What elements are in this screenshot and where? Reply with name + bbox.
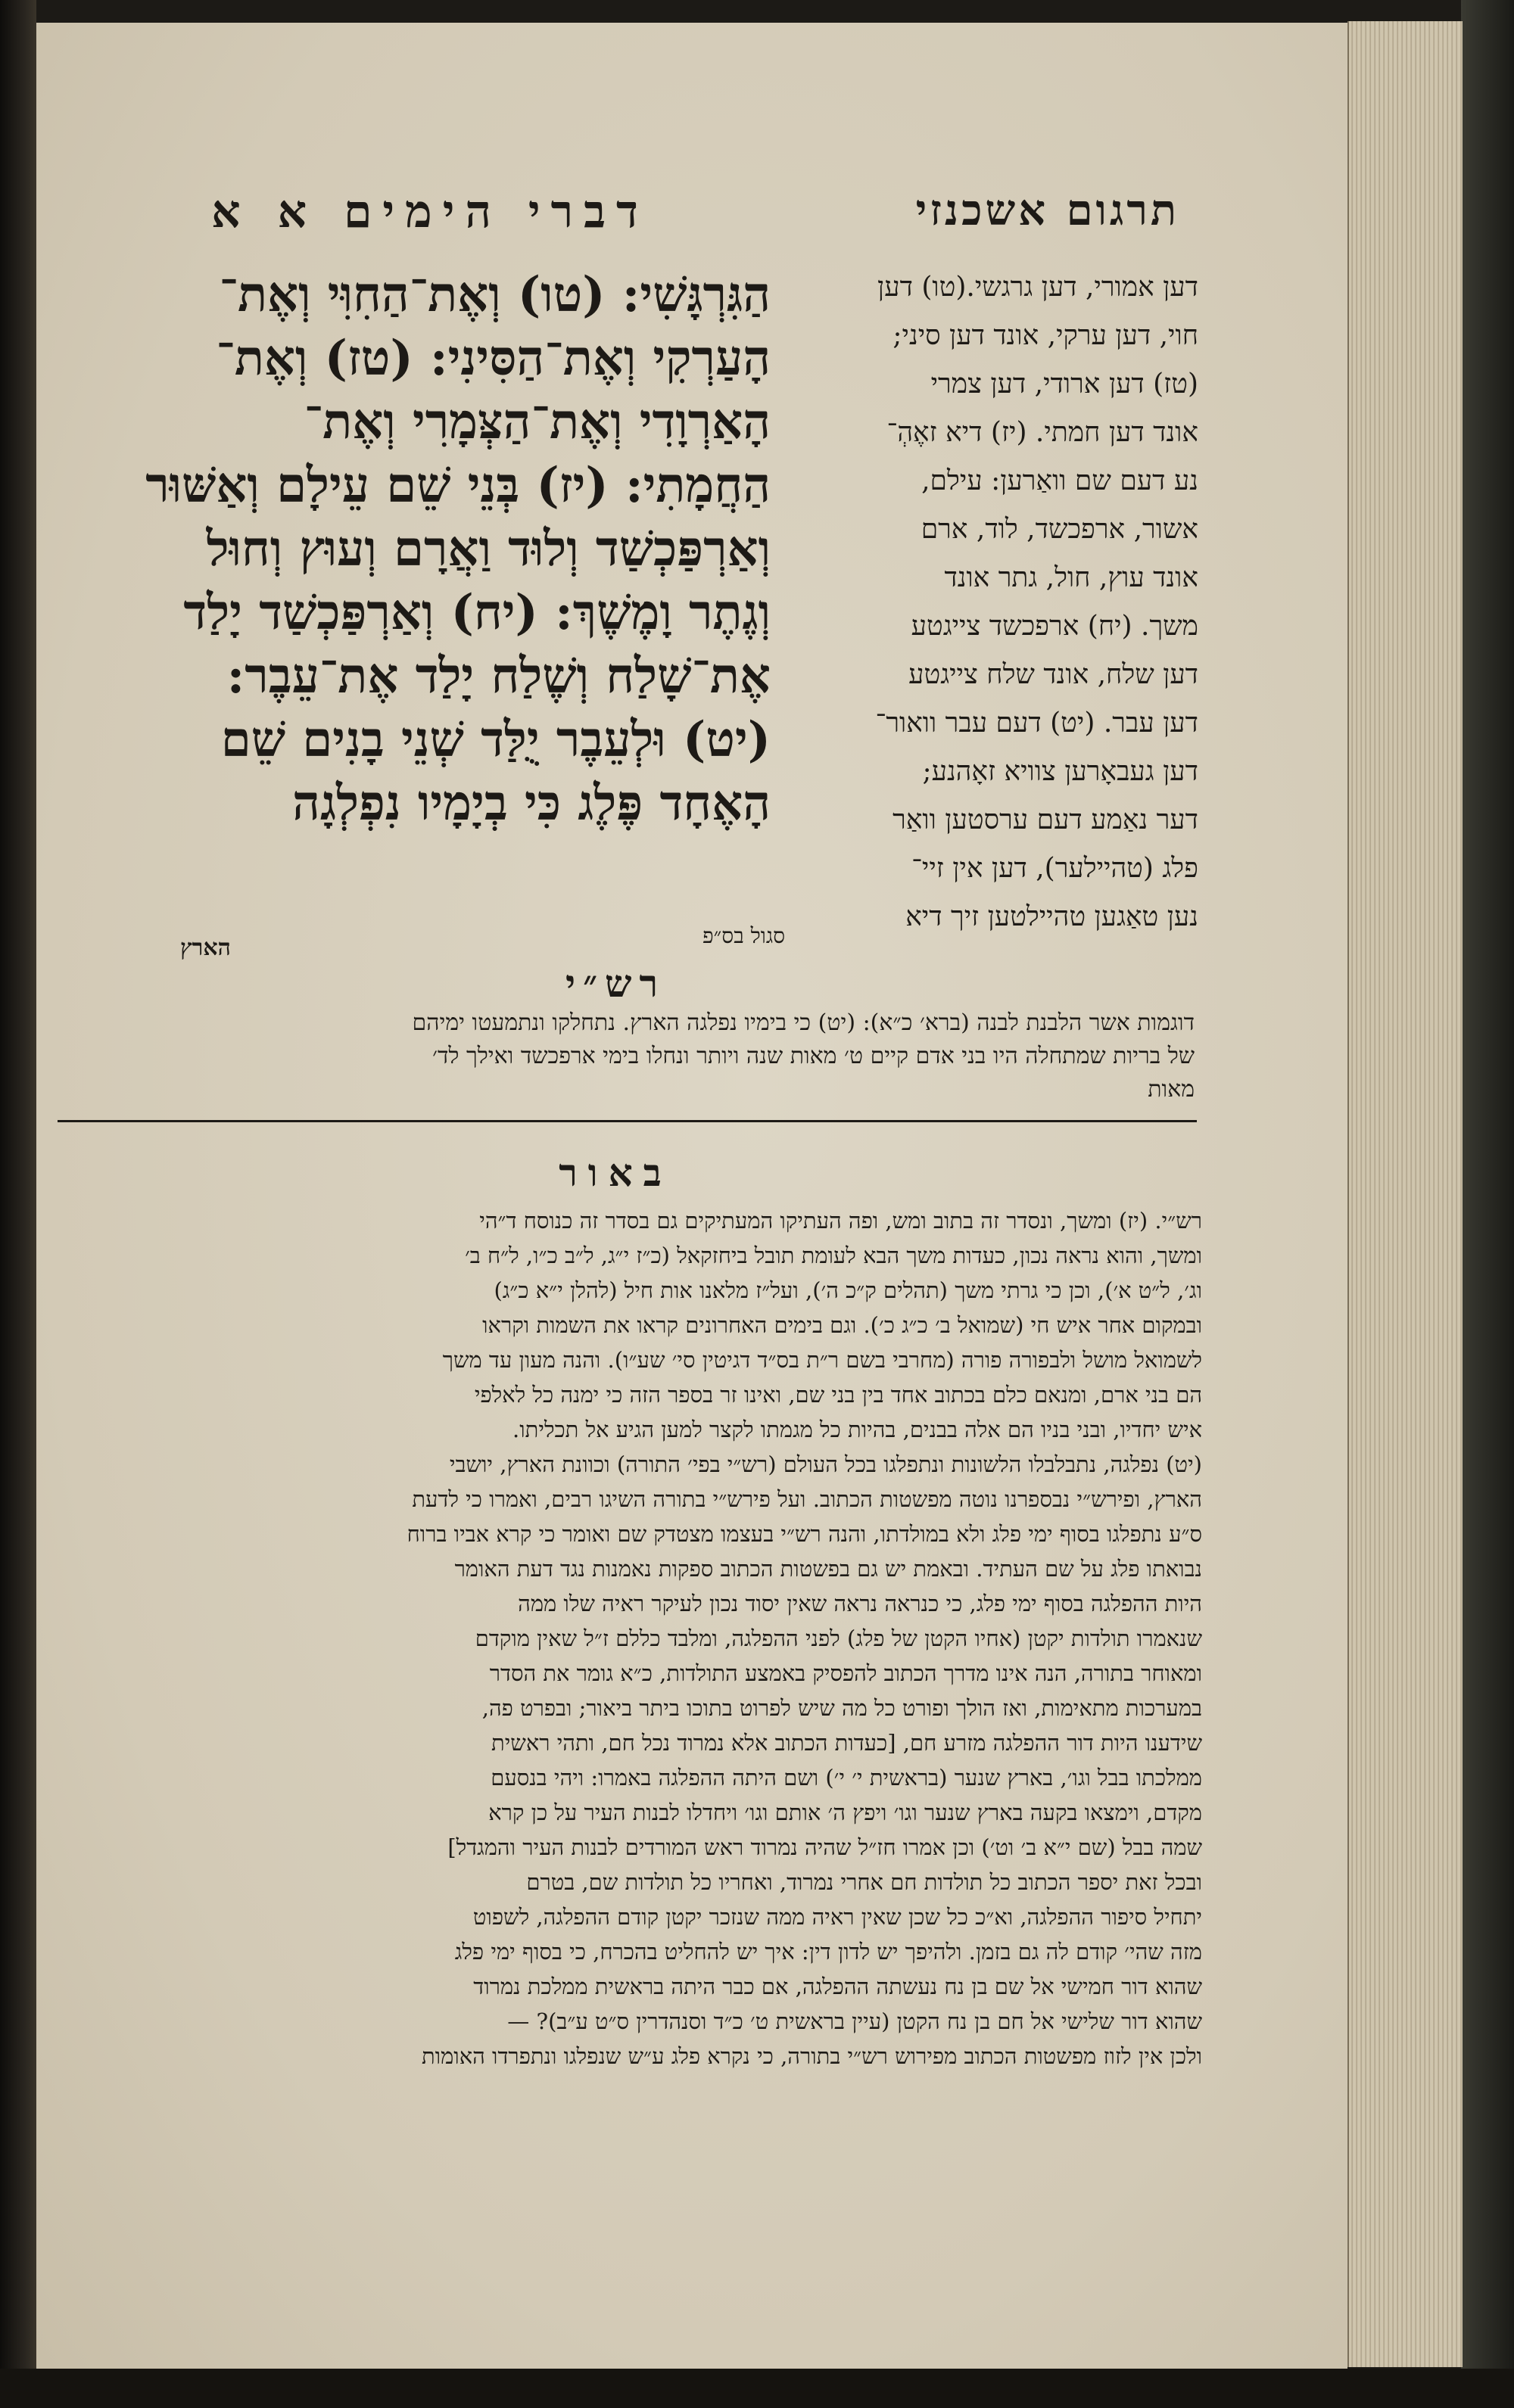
targum-column [782,263,1198,941]
main-verse-column [59,263,771,835]
rashi-commentary [59,1006,1195,1106]
biur-line: (יט) נפלגה, נתבלבלו הלשונות ונתפלגו בכל העולם (רש״י בפי׳ התורה) וכוונת הארץ, יושבי [449,1451,1202,1477]
verse-line: הַחֲמָתִי: (יז) בְּנֵי שֵׁם עֵילָם וְאַשּׁוּר [145,457,771,514]
biur-line: לשמואל מושל ולבפורה פורה (מחרבי בשם ר״ת בס״ד דגיטין סי׳ שע״ו). והנה מעון עד משך [442,1347,1202,1373]
rashi-line: דוגמות אשר הלבנת לבנה (ברא׳ כ״א): (יט) כי בימיו נפלגה הארץ. נתחלקו ונתמעטו ימיהם [412,1010,1195,1036]
biur-line: במערכות מתאימות, ואז הולך ופורט כל מה שיש לפרוט בתוכו ביתר ביאור; ובפרט פה, [481,1695,1202,1721]
targum-line: משך. (יח) ארפכשד צייגטע [911,611,1198,642]
biur-line: שנאמרו תולדות יקטן (אחיו הקטן של פלג) לפני ההפלגה, ומלבד כללם ז״ל שאין מוקדם [475,1626,1202,1651]
biur-line: ממלכתו בבל וגו׳, בארץ שנער (בראשית י׳ י׳) ושם היתה ההפלגה באמרו: ויהי בנסעם [491,1765,1202,1790]
scan-bottom-edge [0,2369,1514,2408]
targum-line: (טז) דען ארודי, דען צמרי [930,369,1198,400]
biur-line: ובכל זאת יספר הכתוב כל תולדות חם אחרי נמרוד, ואחריו כל תולדות שם, בטרם [526,1869,1202,1895]
verse-line: הָאֶחָד פֶּלֶג כִּי בְיָמָיו נִפְלְגָה [292,775,771,832]
targum-line: דען שלח, אונד שלח צייגטע [908,659,1198,690]
verse-line: אֶת־שָׁלַח וְשֶׁלַח יָלַד אֶת־עֵבֶר: [226,648,771,705]
biur-line: יתחיל סיפור ההפלגה, וא״כ כל שכן שאין ראיה ממה שנזכר יקטן קודם ההפלגה, לשפוט [472,1904,1202,1930]
verse-line: הַגִּרְגָּשִׁי: (טו) וְאֶת־הַחִוִּי וְאֶת־ [219,266,771,323]
header-targum-title: תרגום אשכנזי [915,185,1179,235]
biur-line: איש יחדיו, ובני בניו הם אלה בבנים, בהיות כל מגמתו לקצר למען הגיע אל תכליתו. [512,1417,1202,1442]
targum-line: פלג (טהיילער), דען אין זיי־ [911,853,1198,884]
targum-line: דער נאַמע דעם ערסטען וואַר [893,804,1198,835]
section-divider [58,1120,1197,1122]
targum-line: אונד דען חמתי. (יז) דיא זאֶהְ־ [886,417,1198,448]
targum-line: אשור, ארפכשד, לוד, ארם [921,514,1198,545]
targum-line: אונד עוץ, חול, גתר אונד [944,562,1198,593]
biur-line: ובמקום אחר איש חי (שמואל ב׳ כ״ג כ׳). וגם בימים האחרונים קראו את השמות וקראו [482,1312,1202,1338]
biur-line: ולכן אין לזוז מפשטות הכתוב מפירוש רש״י בתורה, כי נקרא פלג ע״ש שנפלגו ונתפרדו האומות [422,2043,1202,2069]
verse-line: הָעַרְקִי וְאֶת־הַסִּינִי: (טז) וְאֶת־ [216,330,771,387]
biur-line: מקדם, וימצאו בקעה בארץ שנער וגו׳ ויפץ ה׳ אותם וגו׳ ויחדלו לבנות העיר על כן קרא [488,1800,1202,1825]
biur-line: רש״י. (יז) ומשך, ונסדר זה בתוב ומש, ופה העתיקו המעתיקים גם בסדר זה כנוסח ד״הי [479,1208,1202,1234]
targum-line: דען עבר. (יט) דעם עבר וואור־ [875,708,1198,739]
targum-line: דען אמורי, דען גרגשי.(טו) דען [877,272,1198,303]
biur-line: שהוא דור חמישי אל שם בן נח נעשתה ההפלגה, אם כבר היתה בראשית ממלכת נמרוד [473,1974,1202,1999]
book-page [36,23,1347,2369]
biur-line: ומאוחר בתורה, הנה אינו מדרך הכתוב להפסיק באמצע התולדות, כ״א גומר את הסדר [489,1660,1202,1686]
biur-line: שידענו היות דור ההפלגה מזרע חם, [כעדות הכתוב אלא נמרוד נכל חם, ותהי ראשית [491,1730,1202,1756]
page-stack-edges [1347,21,1463,2367]
verse-line: וְאַרְפַּכְשַׁד וְלוּד וַאֲרָם וְעוּץ וְחוּל [206,521,771,577]
rashi-line: של בריות שמתחלה היו בני אדם קיים ט׳ מאות שנה ויותר ונחלו בימי ארפכשד ואילך לד׳ [432,1043,1195,1069]
targum-line: נען טאַגען טהיילטען זיך דיא [905,901,1198,932]
biur-line: הם בני ארם, ומנאם כלם בכתוב אחד בין בני שם, ואינו זר בספר הזה כי ימנה כל לאלפי [474,1382,1202,1408]
biur-line: ס״ע נתפלגו בסוף ימי פלג ולא במולדתו, והנה רש״י בעצמו מצטדק שם ואומר כי קרא אביו ברוח [407,1521,1202,1547]
biur-line: שהוא דור שלישי אל חם בן נח הקטן (עיין בראשית ט׳ כ״ד וסנהדרין ס״ט ע״ב)? — [507,2008,1202,2034]
biur-line: וג׳, ל״ט א׳), וכן כי גרתי משך (תהלים ק״כ ה׳), ועל״ז מלאנו אות חיל (להלן י״א כ״ג) [494,1277,1202,1303]
biur-line: שמה בבל (שם י״א ב׳ וט׳) וכן אמרו חז״ל שהיה נמרוד ראש המורדים לבנות העיר והמגדל] [447,1834,1202,1860]
targum-line: נע דעם שם וואַרען: עילם, [921,465,1198,496]
biur-line: היות ההפלגה בסוף ימי פלג, כי כנראה נראה שאין יסוד נכון לעיקר ראיה שלו ממה [518,1591,1202,1616]
verse-line: (יט) וּלְעֵבֶר יֻלַּד שְׁנֵי בָנִים שֵׁם [220,711,771,768]
biur-line: הארץ, ופירש״י נבספרנו נוטה מפשטות הכתוב. ועל פירש״י בתורה השיגו רבים, ואמרו כי לדעת [412,1486,1202,1512]
verse-line: וְגֶתֶר וָמֶשֶׁךְ: (יח) וְאַרְפַּכְשַׁד יָלַד [183,584,771,641]
verse-line: הָאַרְוָדִי וְאֶת־הַצְּמָרִי וְאֶת־ [304,394,771,450]
biur-line: ומשך, והוא נראה נכון, כעדות משך הבא לעומת תובל ביחזקאל (כ״ז י״ג, ל״ב כ״ו, ל״ח ב׳ [465,1243,1202,1268]
biur-line: מזה שהי׳ קודם לה גם בזמן. ולהיפך יש לדון דין: איך יש להחליט בהכרח, כי בסוף ימי פלג [454,1939,1202,1965]
catchword: הארץ [180,935,231,961]
header-book-title: דברי הימים א א [211,185,649,238]
targum-line: דען געבאָרען צוויא זאָהנע; [922,756,1198,787]
biur-line: נבואתו פלג על שם העתיד. ובאמת יש גם בפשטות הכתוב ספקות נאמנות נגד דעת האומר [454,1556,1202,1582]
rashi-heading: רש״י [565,961,666,1006]
biur-commentary [59,1203,1202,2074]
masoretic-note: סגול בס״פ [702,923,786,948]
book-cover-edge [1461,0,1514,2408]
book-binding-left [0,0,36,2408]
rashi-line: מאות [1148,1076,1195,1103]
biur-heading: באור [559,1150,672,1195]
targum-line: חוי, דען ערקי, אונד דען סיני; [893,320,1198,351]
